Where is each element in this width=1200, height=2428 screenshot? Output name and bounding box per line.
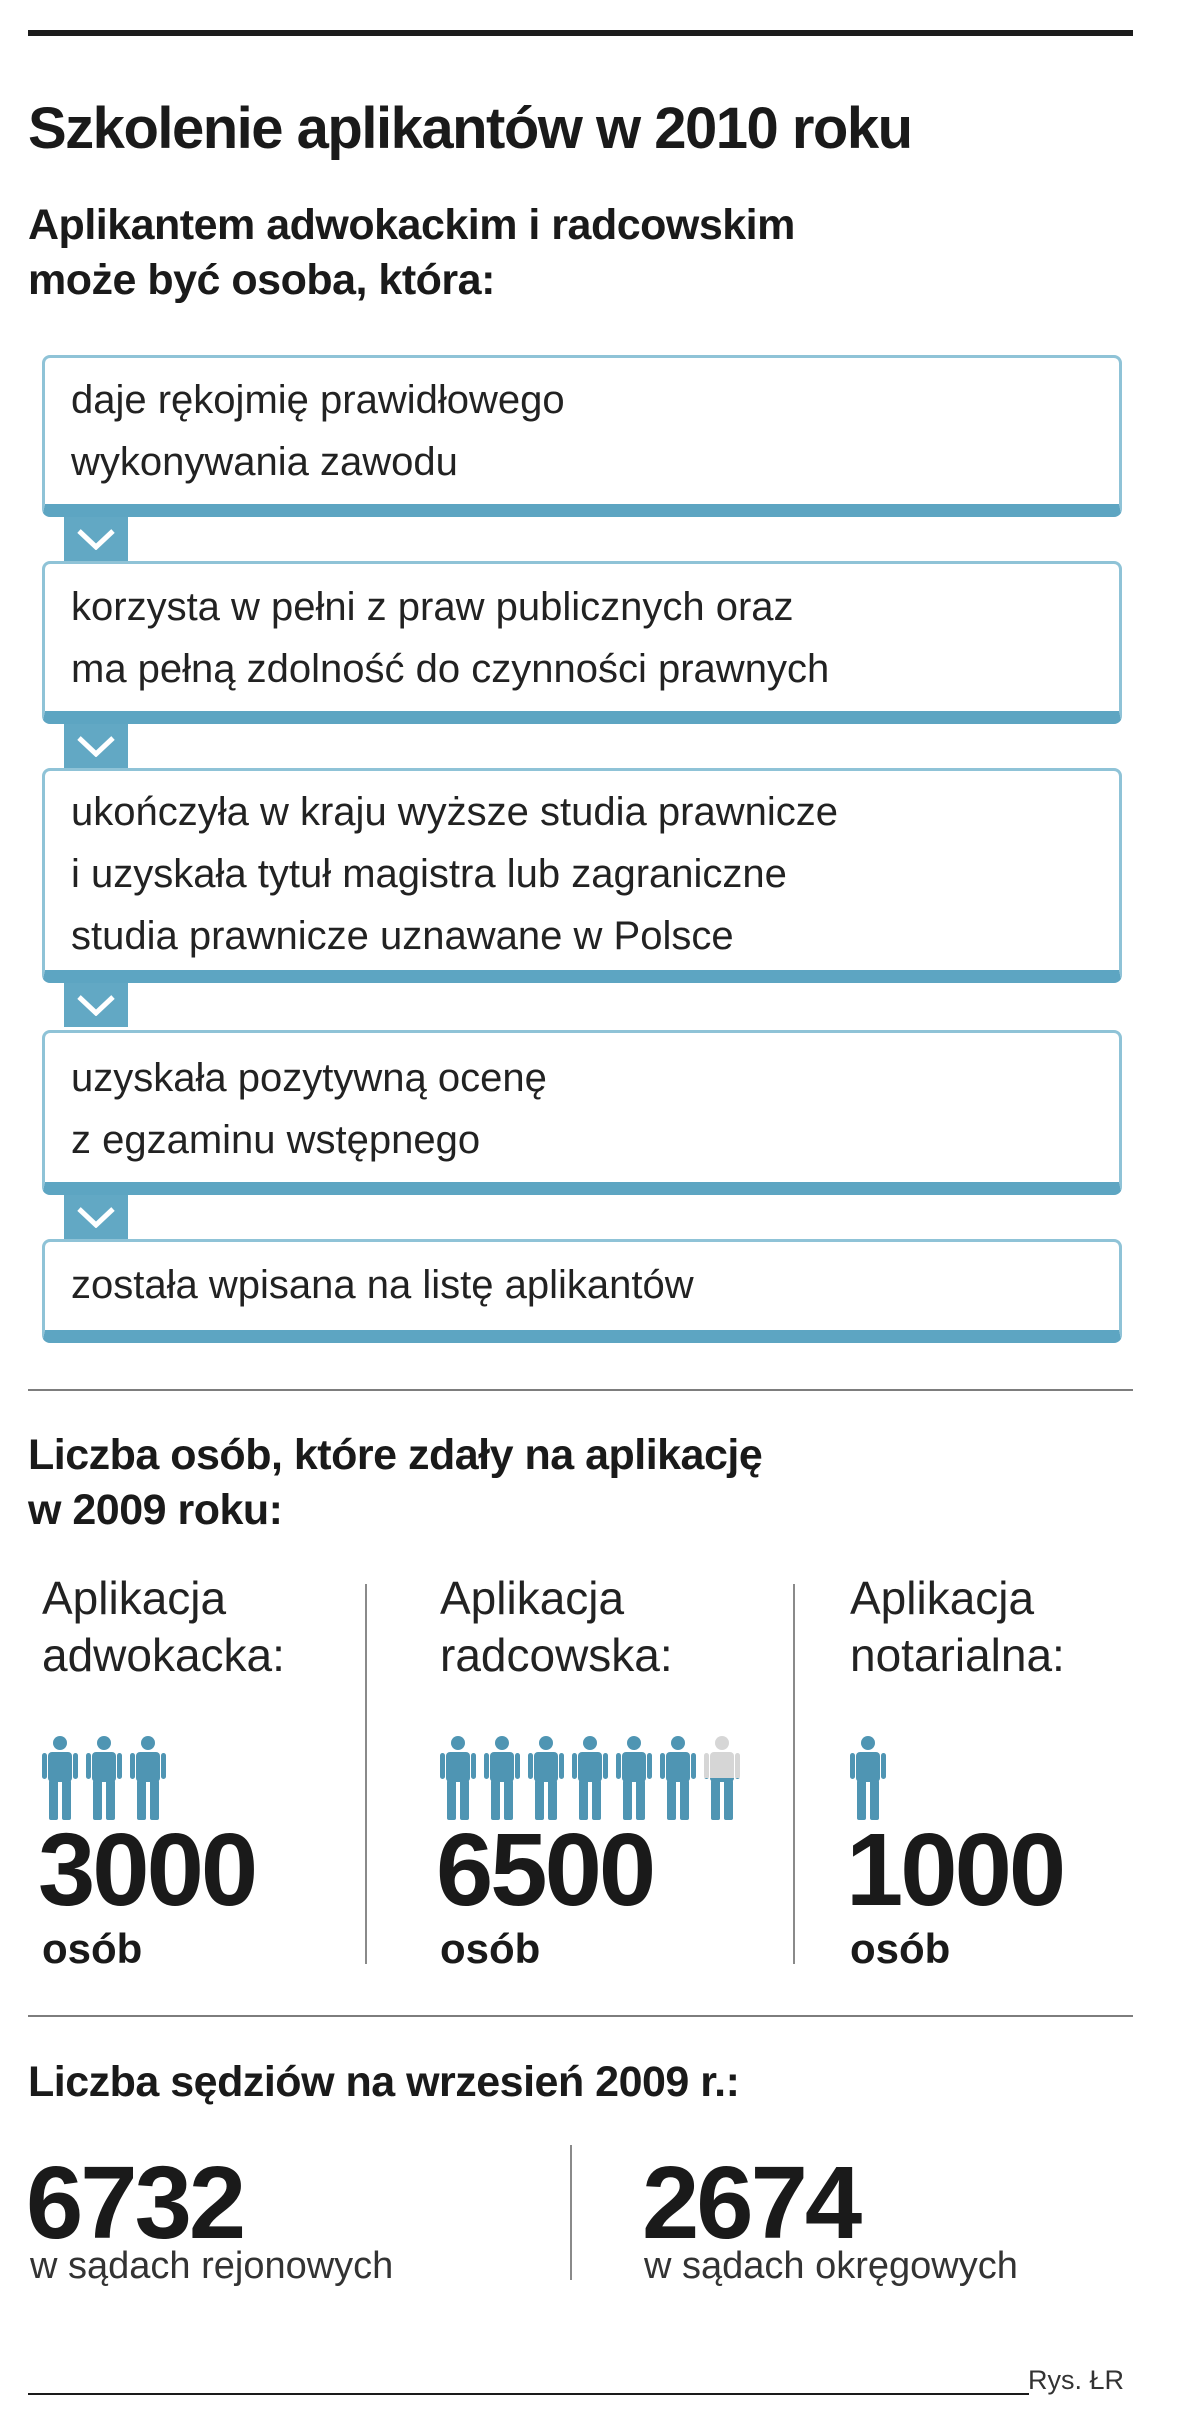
person-icon [42,1736,78,1820]
column-notarialna [850,1570,1065,1684]
person-icon [660,1736,696,1820]
page-title: Szkolenie aplikantów w 2010 roku [28,96,912,161]
judges-label-okregowe: w sądach okręgowych [644,2245,1018,2287]
column-label-line2: radcowska: [440,1629,673,1681]
judges-heading: Liczba sędziów na wrzesień 2009 r.: [28,2058,740,2106]
column-label [850,1570,1065,1684]
step-text: studia prawnicze uznawane w Polsce [71,914,734,958]
person-icon [484,1736,520,1820]
credit: Rys. ŁR [1028,2365,1125,2395]
column-label-line1: Aplikacja [850,1572,1035,1624]
person-icon [850,1736,886,1820]
step-arrow [64,724,128,768]
criteria-heading-line1: Aplikantem adwokackim i radcowskim [28,201,795,249]
criteria-step-1 [42,355,1122,517]
count-radcowska: 6500 [436,1812,654,1927]
step-text: ma pełną zdolność do czynności prawnych [71,647,830,691]
step-text: została wpisana na listę aplikantów [71,1263,694,1307]
column-separator [365,1584,367,1964]
person-icon [86,1736,122,1820]
footer-rule [28,2393,1029,2395]
section-divider [28,1389,1133,1391]
unit-notarialna: osób [850,1925,951,1972]
step-text: i uzyskała tytuł magistra lub zagraniczne [71,852,787,896]
column-label [42,1570,285,1684]
judges-count-rejonowe: 6732 [26,2145,244,2260]
criteria-heading [28,198,795,308]
section-divider [28,2015,1133,2017]
criteria-step-5 [42,1239,1122,1343]
column-label-line1: Aplikacja [42,1572,227,1624]
step-text: z egzaminu wstępnego [71,1118,481,1162]
top-rule [28,30,1133,36]
criteria-step-4 [42,1030,1122,1195]
applicants-heading [28,1428,762,1538]
person-icon [440,1736,476,1820]
unit-radcowska: osób [440,1925,541,1972]
column-label-line2: notarialna: [850,1629,1065,1681]
chevron-down-icon [76,994,116,1016]
count-adwokacka: 3000 [38,1812,256,1927]
column-separator [793,1584,795,1964]
unit-adwokacka: osób [42,1925,143,1972]
step-text: korzysta w pełni z praw publicznych oraz [71,585,794,629]
column-label [440,1570,673,1684]
chevron-down-icon [76,735,116,757]
column-label-line1: Aplikacja [440,1572,625,1624]
step-arrow [64,983,128,1027]
chevron-down-icon [76,1206,116,1228]
chevron-down-icon [76,528,116,550]
column-label-line2: adwokacka: [42,1629,285,1681]
step-arrow [64,517,128,561]
column-adwokacka [42,1570,285,1684]
count-notarialna: 1000 [846,1812,1064,1927]
people-icons-adwokacka [42,1736,174,1820]
person-icon [130,1736,166,1820]
step-text: ukończyła w kraju wyższe studia prawnicze [71,790,838,834]
step-arrow [64,1195,128,1239]
people-icons-radcowska [440,1736,748,1820]
step-text: uzyskała pozytywną ocenę [71,1056,547,1100]
person-icon [572,1736,608,1820]
column-radcowska [440,1570,673,1684]
judges-count-okregowe: 2674 [642,2145,860,2260]
criteria-heading-line2: może być osoba, która: [28,256,495,304]
applicants-heading-line2: w 2009 roku: [28,1486,283,1534]
people-icons-notarialna [850,1736,894,1820]
applicants-heading-line1: Liczba osób, które zdały na aplikację [28,1431,763,1479]
step-text: daje rękojmię prawidłowego [71,378,565,422]
column-separator [570,2145,572,2280]
criteria-step-2 [42,561,1122,724]
person-icon [528,1736,564,1820]
person-icon [616,1736,652,1820]
judges-label-rejonowe: w sądach rejonowych [30,2245,394,2287]
criteria-step-3 [42,768,1122,983]
person-icon [704,1736,740,1820]
step-text: wykonywania zawodu [71,440,458,484]
